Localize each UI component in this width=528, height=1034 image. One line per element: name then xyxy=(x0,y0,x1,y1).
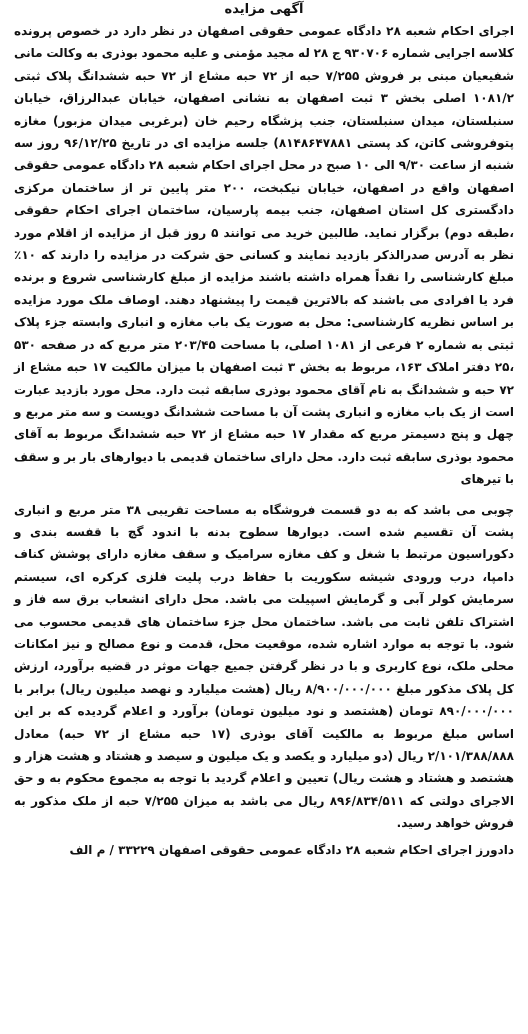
notice-paragraph-2: چوبی می باشد که به دو قسمت فروشگاه به مساحت تقریبی ۳۸ متر مربع و انباری پشت آن تقسیم شده است. دیوارها سطوح بدنه با اندود گچ با قفسه بندی و دکوراسیون مرتبط با شغل و کف مغازه سرامیک و سقف مغازه دارای پوشش کناف دامپا، درب ورودی شیشه سکوریت با حفاظ درب پلیت فلزی کرکره ای، سیستم سرمایش کولر آبی و گرمایش اسپیلت می باشد. محل دارای انشعاب برق سه فاز و اشتراک تلفن ثابت می باشد. ساختمان محل جزء ساختمان های قدیمی محسوب می شود. با توجه به موارد اشاره شده، موقعیت محل، قدمت و نوع مصالح و نیز امکانات محلی ملک، نوع کاربری و با در نظر گرفتن جمیع جهات موثر در قضیه برآورد، ارزش کل پلاک مذکور مبلغ ۸/۹۰۰/۰۰۰/۰۰۰ ریال (هشت میلیارد و نهصد میلیون ریال) برابر با ۸۹۰/۰۰۰/۰۰۰ تومان (هشتصد و نود میلیون تومان) برآورد و اعلام گردیده که بر این اساس مبلغ مربوط به مالکیت آقای بوذری (۱۷ حبه مشاع از ۷۲ حبه) معادل ۲/۱۰۱/۳۸۸/۸۸۸ ریال (دو میلیارد و یکصد و یک میلیون و سیصد و هشتاد و هشت هزار و هشتصد و هشتاد و هشت ریال) تعیین و اعلام گردید با توجه به مجموع محکوم به و حق الاجرای دولتی که ۸۹۶/۸۳۴/۵۱۱ ریال می باشد به میزان ۷/۲۵۵ حبه از ملک مذکور به فروش خواهد رسید. xyxy=(14,502,515,831)
notice-footer: دادورز اجرای احکام شعبه ۲۸ دادگاه عمومی حقوقی اصفهان ۳۳۲۲۹ / م الف xyxy=(69,842,514,857)
notice-title: آگهی مزایده xyxy=(224,2,304,17)
notice-paragraph-1: اجرای احکام شعبه ۲۸ دادگاه عمومی حقوقی اصفهان در نظر دارد در خصوص پرونده کلاسه اجرایی شماره ۹۳۰۷۰۶ ج ۲۸ له مجید مؤمنی و علیه محمود بوذری به وکالت مانی شفیعیان مبنی بر فروش ۷/۲۵۵ حبه از ۷۲ حبه مشاع از ۷۲ حبه ششدانگ پلاک ثبتی ۱۰۸۱/۲ اصلی بخش ۳ ثبت اصفهان به نشانی اصفهان، خیابان عبدالرزاق، خیابان سنبلستان، میدان سنبلستان، جنب پزشگاه رحیم خان (برغربی میدان مزبور) مغازه پتوفروشی کاتن، کد پستی ۸۱۴۸۶۴۷۸۸۱) جلسه مزایده ای در تاریخ ۹۶/۱۲/۲۵ روز سه شنبه از ساعت ۹/۳۰ الی ۱۰ صبح در محل اجرای احکام شعبه ۲۸ دادگاه عمومی حقوقی اصفهان واقع در اصفهان، خیابان نیکبخت، ۲۰۰ متر پایین تر از ساختمان مرکزی دادگستری کل استان اصفهان، جنب بیمه پارسیان، ساختمان اجرای احکام حقوقی ،طبقه دوم) برگزار نماید. طالبین خرید می توانند ۵ روز قبل از مزایده از اقلام مورد نظر به آدرس صدرالذکر بازدید نمایند و کسانی حق شرکت در مزایده را دارند که ۱۰٪ مبلغ کارشناسی را نقداً همراه داشته باشند مزایده از مبلغ کارشناسی شروع و برنده فرد یا افرادی می باشند که بالاترین قیمت را پیشنهاد دهند. اوصاف ملک مورد مزایده بر اساس نظریه کارشناسی: محل به صورت یک باب مغازه و انباری وابسته جزء پلاک ثبتی به شماره ۲ فرعی از ۱۰۸۱ اصلی، با مساحت ۲۰۳/۴۵ متر مربع که در صفحه ۵۳۰ ،۲۵ دفتر املاک ۱۶۳، مربوط به بخش ۳ ثبت اصفهان با میزان مالکیت ۱۷ حبه مشاع از ۷۲ حبه و ششدانگ به نام آقای محمود بوذری سابقه ثبت دارد. محل مورد بازدید عبارت است از یک باب مغازه و انباری پشت آن با مساحت ششدانگ دویست و سه متر مربع و چهل و پنج دسیمتر مربع که مقدار ۱۷ حبه مشاع از ۷۲ حبه ششدانگ مربوط به آقای محمود بوذری سابقه ثبت دارد. محل دارای ساختمان قدیمی با دیوارهای بار بر و سقف با تیرهای xyxy=(14,24,515,487)
